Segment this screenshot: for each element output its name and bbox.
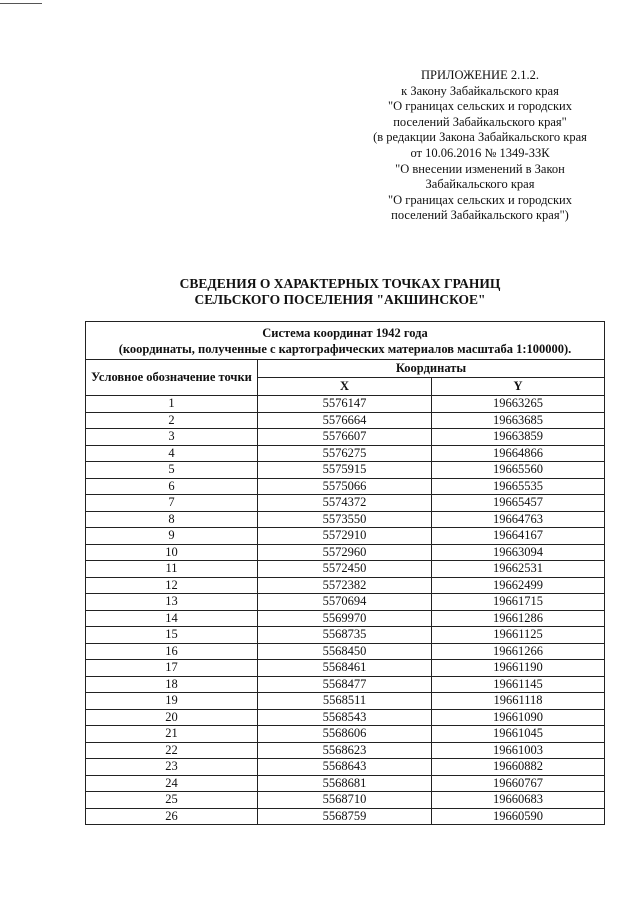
table-row: [86, 594, 605, 611]
point-number-cell: 22: [86, 742, 258, 759]
x-coordinate-cell: 5568511: [258, 693, 432, 710]
y-coordinate-cell: 19662531: [432, 561, 605, 578]
y-coordinate-cell: 19665457: [432, 495, 605, 512]
y-coordinate-cell: 19665560: [432, 462, 605, 479]
appendix-line: (в редакции Закона Забайкальского края: [373, 130, 587, 145]
coords-header: Координаты: [258, 360, 605, 378]
table-row: [86, 627, 605, 644]
y-coordinate-cell: 19661715: [432, 594, 605, 611]
x-coordinate-cell: 5572450: [258, 561, 432, 578]
y-coordinate-cell: 19661145: [432, 676, 605, 693]
x-coordinate-cell: 5573550: [258, 511, 432, 528]
table-body: [86, 396, 605, 825]
point-number-cell: 2: [86, 412, 258, 429]
table-row: [86, 396, 605, 413]
y-header: Y: [432, 378, 605, 396]
y-coordinate-cell: 19663685: [432, 412, 605, 429]
appendix-line: поселений Забайкальского края": [393, 114, 567, 129]
y-coordinate-cell: 19660683: [432, 792, 605, 809]
appendix-line: "О границах сельских и городских: [388, 99, 572, 114]
table-row: [86, 478, 605, 495]
y-coordinate-cell: 19664763: [432, 511, 605, 528]
x-coordinate-cell: 5568735: [258, 627, 432, 644]
coordinates-table: [85, 321, 605, 825]
point-number-cell: 10: [86, 544, 258, 561]
table-row: [86, 726, 605, 743]
table-row: [86, 561, 605, 578]
point-number-cell: 6: [86, 478, 258, 495]
appendix-line: от 10.06.2016 № 1349-ЗЗК: [410, 145, 550, 160]
y-coordinate-cell: 19664866: [432, 445, 605, 462]
title-line-2: СЕЛЬСКОГО ПОСЕЛЕНИЯ "АКШИНСКОЕ": [194, 292, 486, 307]
header-row-1: [86, 360, 605, 378]
table-row: [86, 495, 605, 512]
point-number-cell: 12: [86, 577, 258, 594]
coordinate-system-title: Система координат 1942 года: [262, 326, 428, 340]
x-coordinate-cell: 5568477: [258, 676, 432, 693]
table-row: [86, 610, 605, 627]
table-row: [86, 445, 605, 462]
point-number-cell: 20: [86, 709, 258, 726]
y-coordinate-cell: 19661090: [432, 709, 605, 726]
point-number-cell: 11: [86, 561, 258, 578]
x-coordinate-cell: 5576275: [258, 445, 432, 462]
x-coordinate-cell: 5568681: [258, 775, 432, 792]
point-number-cell: 7: [86, 495, 258, 512]
x-coordinate-cell: 5576147: [258, 396, 432, 413]
table-row: [86, 792, 605, 809]
x-coordinate-cell: 5575066: [258, 478, 432, 495]
point-number-cell: 26: [86, 808, 258, 825]
table-row: [86, 759, 605, 776]
point-number-cell: 16: [86, 643, 258, 660]
title-line-1: СВЕДЕНИЯ О ХАРАКТЕРНЫХ ТОЧКАХ ГРАНИЦ: [179, 276, 501, 291]
table-row: [86, 775, 605, 792]
y-coordinate-cell: 19663859: [432, 429, 605, 446]
y-coordinate-cell: 19662499: [432, 577, 605, 594]
x-coordinate-cell: 5568759: [258, 808, 432, 825]
point-number-cell: 5: [86, 462, 258, 479]
table-row: [86, 808, 605, 825]
appendix-line: к Закону Забайкальского края: [401, 83, 559, 98]
point-number-cell: 24: [86, 775, 258, 792]
x-coordinate-cell: 5568623: [258, 742, 432, 759]
x-coordinate-cell: 5568543: [258, 709, 432, 726]
x-coordinate-cell: 5575915: [258, 462, 432, 479]
table-row: [86, 528, 605, 545]
table-row: [86, 577, 605, 594]
point-number-cell: 18: [86, 676, 258, 693]
y-coordinate-cell: 19661190: [432, 660, 605, 677]
point-number-cell: 13: [86, 594, 258, 611]
appendix-line: "О внесении изменений в Закон: [395, 161, 565, 176]
point-number-cell: 19: [86, 693, 258, 710]
appendix-line: "О границах сельских и городских: [388, 192, 572, 207]
point-number-cell: 23: [86, 759, 258, 776]
x-coordinate-cell: 5576607: [258, 429, 432, 446]
point-number-cell: 9: [86, 528, 258, 545]
point-number-cell: 8: [86, 511, 258, 528]
table-row: [86, 429, 605, 446]
point-number-cell: 15: [86, 627, 258, 644]
point-number-cell: 25: [86, 792, 258, 809]
y-coordinate-cell: 19661286: [432, 610, 605, 627]
table-row: [86, 412, 605, 429]
table-row: [86, 676, 605, 693]
point-header: Условное обозначение точки: [86, 360, 258, 396]
coordinate-system-cell: [86, 322, 605, 360]
coordinate-system-row: [86, 322, 605, 360]
table-row: [86, 742, 605, 759]
x-coordinate-cell: 5572960: [258, 544, 432, 561]
x-coordinate-cell: 5576664: [258, 412, 432, 429]
table-row: [86, 693, 605, 710]
x-coordinate-cell: 5568643: [258, 759, 432, 776]
y-coordinate-cell: 19661118: [432, 693, 605, 710]
coordinate-system-note: (координаты, полученные с картографических материалов масштаба 1:100000).: [118, 342, 572, 356]
y-coordinate-cell: 19664167: [432, 528, 605, 545]
point-number-cell: 3: [86, 429, 258, 446]
x-coordinate-cell: 5568461: [258, 660, 432, 677]
table-row: [86, 660, 605, 677]
table-row: [86, 709, 605, 726]
table-row: [86, 462, 605, 479]
x-coordinate-cell: 5568710: [258, 792, 432, 809]
table-row: [86, 511, 605, 528]
scan-edge-line: [0, 3, 42, 4]
appendix-line: поселений Забайкальского края"): [391, 208, 569, 223]
point-number-cell: 14: [86, 610, 258, 627]
appendix-line: ПРИЛОЖЕНИЕ 2.1.2.: [421, 68, 539, 82]
x-coordinate-cell: 5572910: [258, 528, 432, 545]
y-coordinate-cell: 19665535: [432, 478, 605, 495]
y-coordinate-cell: 19663094: [432, 544, 605, 561]
y-coordinate-cell: 19661045: [432, 726, 605, 743]
y-coordinate-cell: 19660590: [432, 808, 605, 825]
point-number-cell: 17: [86, 660, 258, 677]
table-row: [86, 544, 605, 561]
x-coordinate-cell: 5570694: [258, 594, 432, 611]
point-number-cell: 21: [86, 726, 258, 743]
appendix-line: Забайкальского края: [425, 177, 535, 192]
point-number-cell: 1: [86, 396, 258, 413]
document-title: [60, 276, 620, 308]
y-coordinate-cell: 19661003: [432, 742, 605, 759]
y-coordinate-cell: 19663265: [432, 396, 605, 413]
point-number-cell: 4: [86, 445, 258, 462]
x-coordinate-cell: 5574372: [258, 495, 432, 512]
x-coordinate-cell: 5568450: [258, 643, 432, 660]
x-coordinate-cell: 5568606: [258, 726, 432, 743]
y-coordinate-cell: 19660767: [432, 775, 605, 792]
table-row: [86, 643, 605, 660]
appendix-block: [355, 68, 605, 224]
y-coordinate-cell: 19661125: [432, 627, 605, 644]
x-coordinate-cell: 5572382: [258, 577, 432, 594]
x-coordinate-cell: 5569970: [258, 610, 432, 627]
x-header: X: [258, 378, 432, 396]
y-coordinate-cell: 19660882: [432, 759, 605, 776]
y-coordinate-cell: 19661266: [432, 643, 605, 660]
